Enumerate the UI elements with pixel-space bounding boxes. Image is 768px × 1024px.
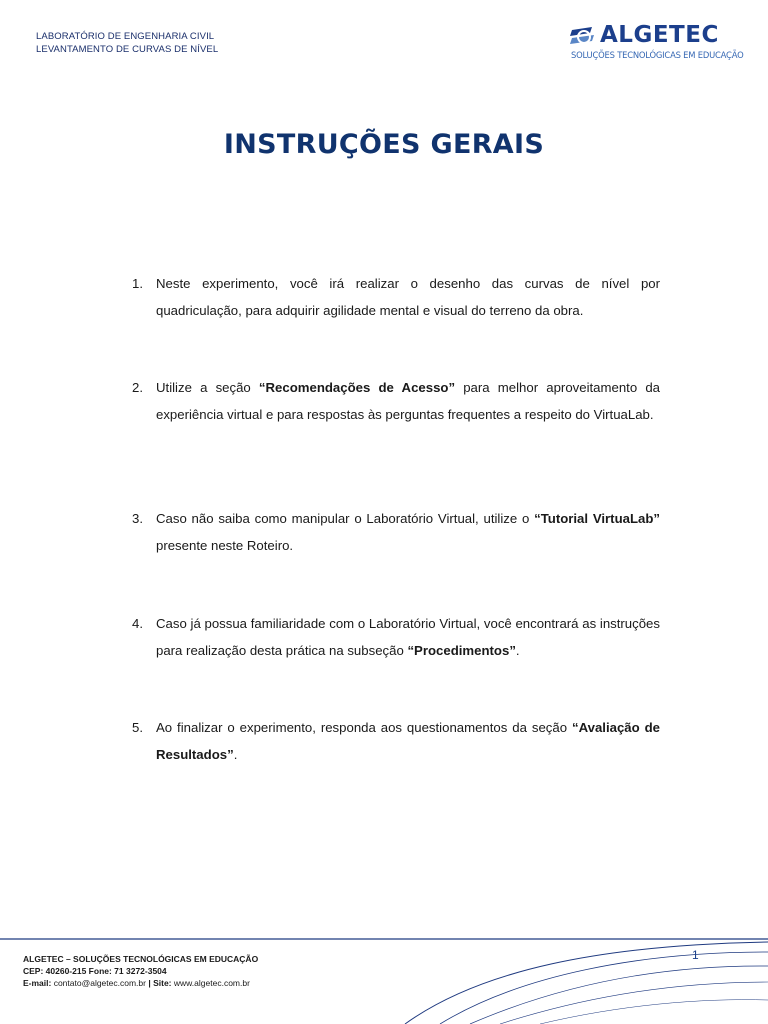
instruction-number: 2. xyxy=(132,380,143,395)
algetec-logo xyxy=(570,22,744,66)
footer-links xyxy=(23,977,258,989)
site-link[interactable]: www.algetec.com.br xyxy=(173,978,250,988)
email-label: E-mail: xyxy=(23,978,54,988)
email-link[interactable]: contato@algetec.com.br xyxy=(53,978,146,988)
footer-address: CEP: 40260-215 Fone: 71 3272-3504 xyxy=(23,966,167,976)
footer-company: ALGETEC – SOLUÇÕES TECNOLÓGICAS EM EDUCAÇÃO xyxy=(23,954,259,964)
logo-tagline: SOLUÇÕES TECNOLÓGICAS EM EDUCAÇÃO xyxy=(571,50,744,60)
lab-name: LABORATÓRIO DE ENGENHARIA CIVIL xyxy=(36,31,215,42)
instruction-text: Neste experimento, você irá realizar o desenho das curvas de nível por quadriculação, para adquirir agilidade mental e visual do terreno da obra. xyxy=(156,276,660,318)
instruction-text: presente neste Roteiro. xyxy=(156,538,294,553)
instruction-text: Ao finalizar o experimento, responda aos questionamentos da seção xyxy=(156,720,572,735)
footer-separator: | xyxy=(145,978,154,988)
instruction-item xyxy=(107,270,660,324)
instruction-item xyxy=(107,505,660,559)
instruction-text: . xyxy=(233,747,238,762)
logo-wordmark: ALGETEC xyxy=(600,22,719,48)
instruction-emphasis: “Tutorial VirtuaLab” xyxy=(534,511,661,526)
instruction-number: 3. xyxy=(132,511,143,526)
instruction-number: 4. xyxy=(132,616,143,631)
footer-contact xyxy=(23,953,258,989)
instruction-number: 1. xyxy=(132,276,143,291)
algetec-logo-icon xyxy=(570,26,600,48)
page-title: INSTRUÇÕES GERAIS xyxy=(223,129,545,160)
instruction-text: para melhor aproveitamento da experiência virtual e para respostas às perguntas frequentes a respeito do VirtuaLab. xyxy=(156,380,660,422)
instruction-emphasis: “Recomendações de Acesso” xyxy=(258,380,456,395)
document-header xyxy=(36,30,218,56)
instruction-item xyxy=(107,374,660,428)
instruction-item xyxy=(107,714,660,768)
instruction-item xyxy=(107,610,660,664)
instruction-text: Caso já possua familiaridade com o Laboratório Virtual, você encontrará as instruções para realização desta prática na subseção xyxy=(156,616,660,658)
page-number: 1 xyxy=(692,948,699,962)
instruction-text: . xyxy=(515,643,520,658)
site-label: Site: xyxy=(153,978,174,988)
experiment-name: LEVANTAMENTO DE CURVAS DE NÍVEL xyxy=(36,44,219,55)
instruction-text: Utilize a seção xyxy=(156,380,259,395)
instruction-emphasis: “Procedimentos” xyxy=(407,643,516,658)
instruction-text: Caso não saiba como manipular o Laboratório Virtual, utilize o xyxy=(156,511,535,526)
instruction-emphasis: “Avaliação de Resultados” xyxy=(156,720,660,762)
instruction-number: 5. xyxy=(132,720,143,735)
